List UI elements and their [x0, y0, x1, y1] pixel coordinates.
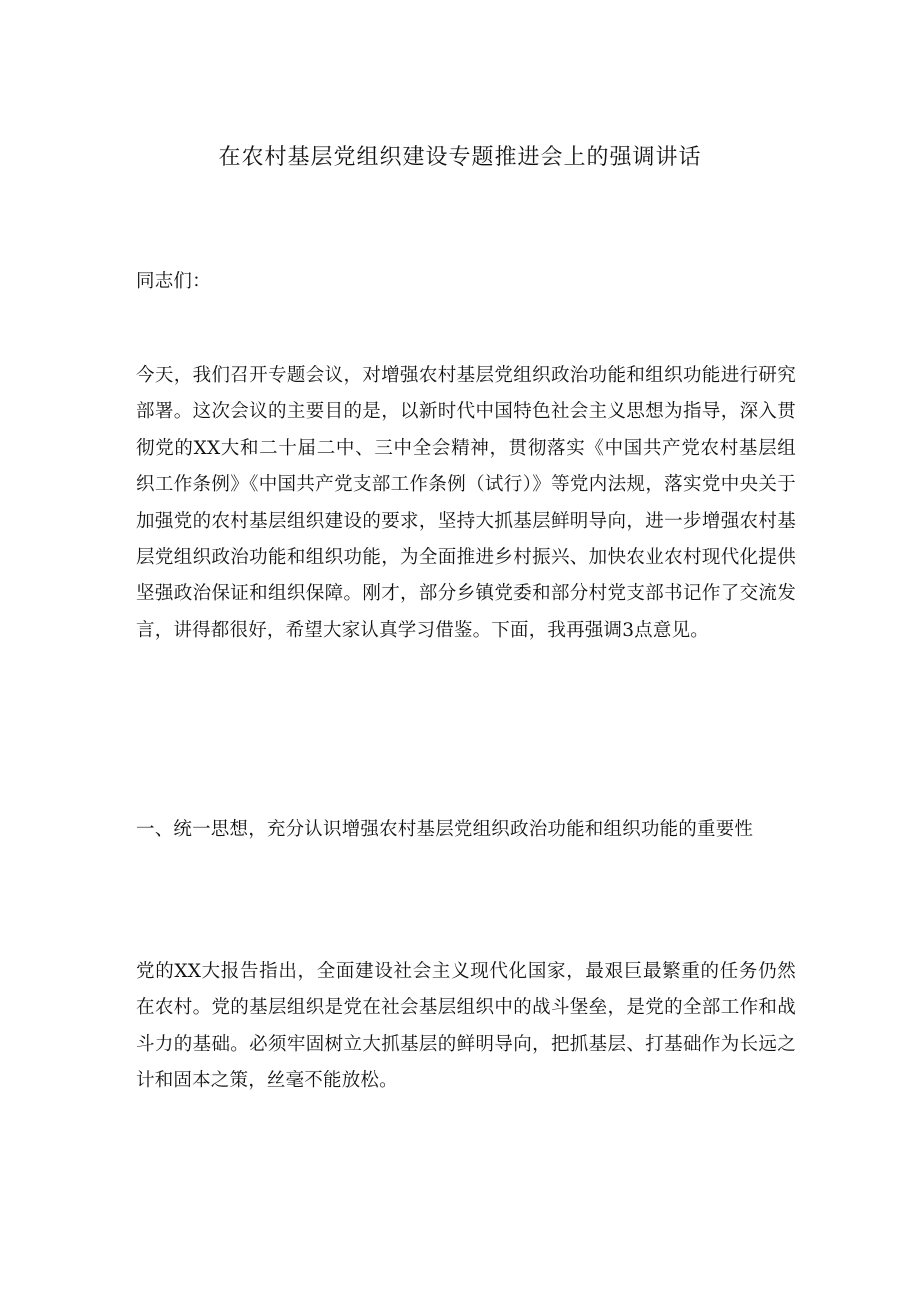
section-1-heading: 一、统一思想，充分认识增强农村基层党组织政治功能和组织功能的重要性 — [136, 819, 754, 840]
section-1-paragraph: 党的XX大报告指出，全面建设社会主义现代化国家，最艰巨最繁重的任务仍然在农村。党的基层组织是党在社会基层组织中的战斗堡垒，是党的全部工作和战斗力的基础。必须牢固树立大抓基层的鲜明导向，把抓基层、打基础作为长远之计和固本之策，丝毫不能放松。 — [136, 961, 796, 1092]
intro-paragraph: 今天，我们召开专题会议，对增强农村基层党组织政治功能和组织功能进行研究部署。这次会议的主要目的是，以新时代中国特色社会主义思想为指导，深入贯彻党的XX大和二十届二中、三中全会精神，贯彻落实《中国共产党农村基层组织工作条例》《中国共产党支部工作条例（试行）》等党内法规，落实党中央关于加强党的农村基层组织建设的要求，坚持大抓基层鲜明导向，进一步增强农村基层党组织政治功能和组织功能，为全面推进乡村振兴、加快农业农村现代化提供坚强政治保证和组织保障。刚才，部分乡镇党委和部分村党支部书记作了交流发言，讲得都很好，希望大家认真学习借鉴。下面，我再强调3点意见。 — [136, 365, 796, 641]
document-title: 在农村基层党组织建设专题推进会上的强调讲话 — [218, 145, 702, 170]
salutation: 同志们： — [136, 271, 211, 292]
